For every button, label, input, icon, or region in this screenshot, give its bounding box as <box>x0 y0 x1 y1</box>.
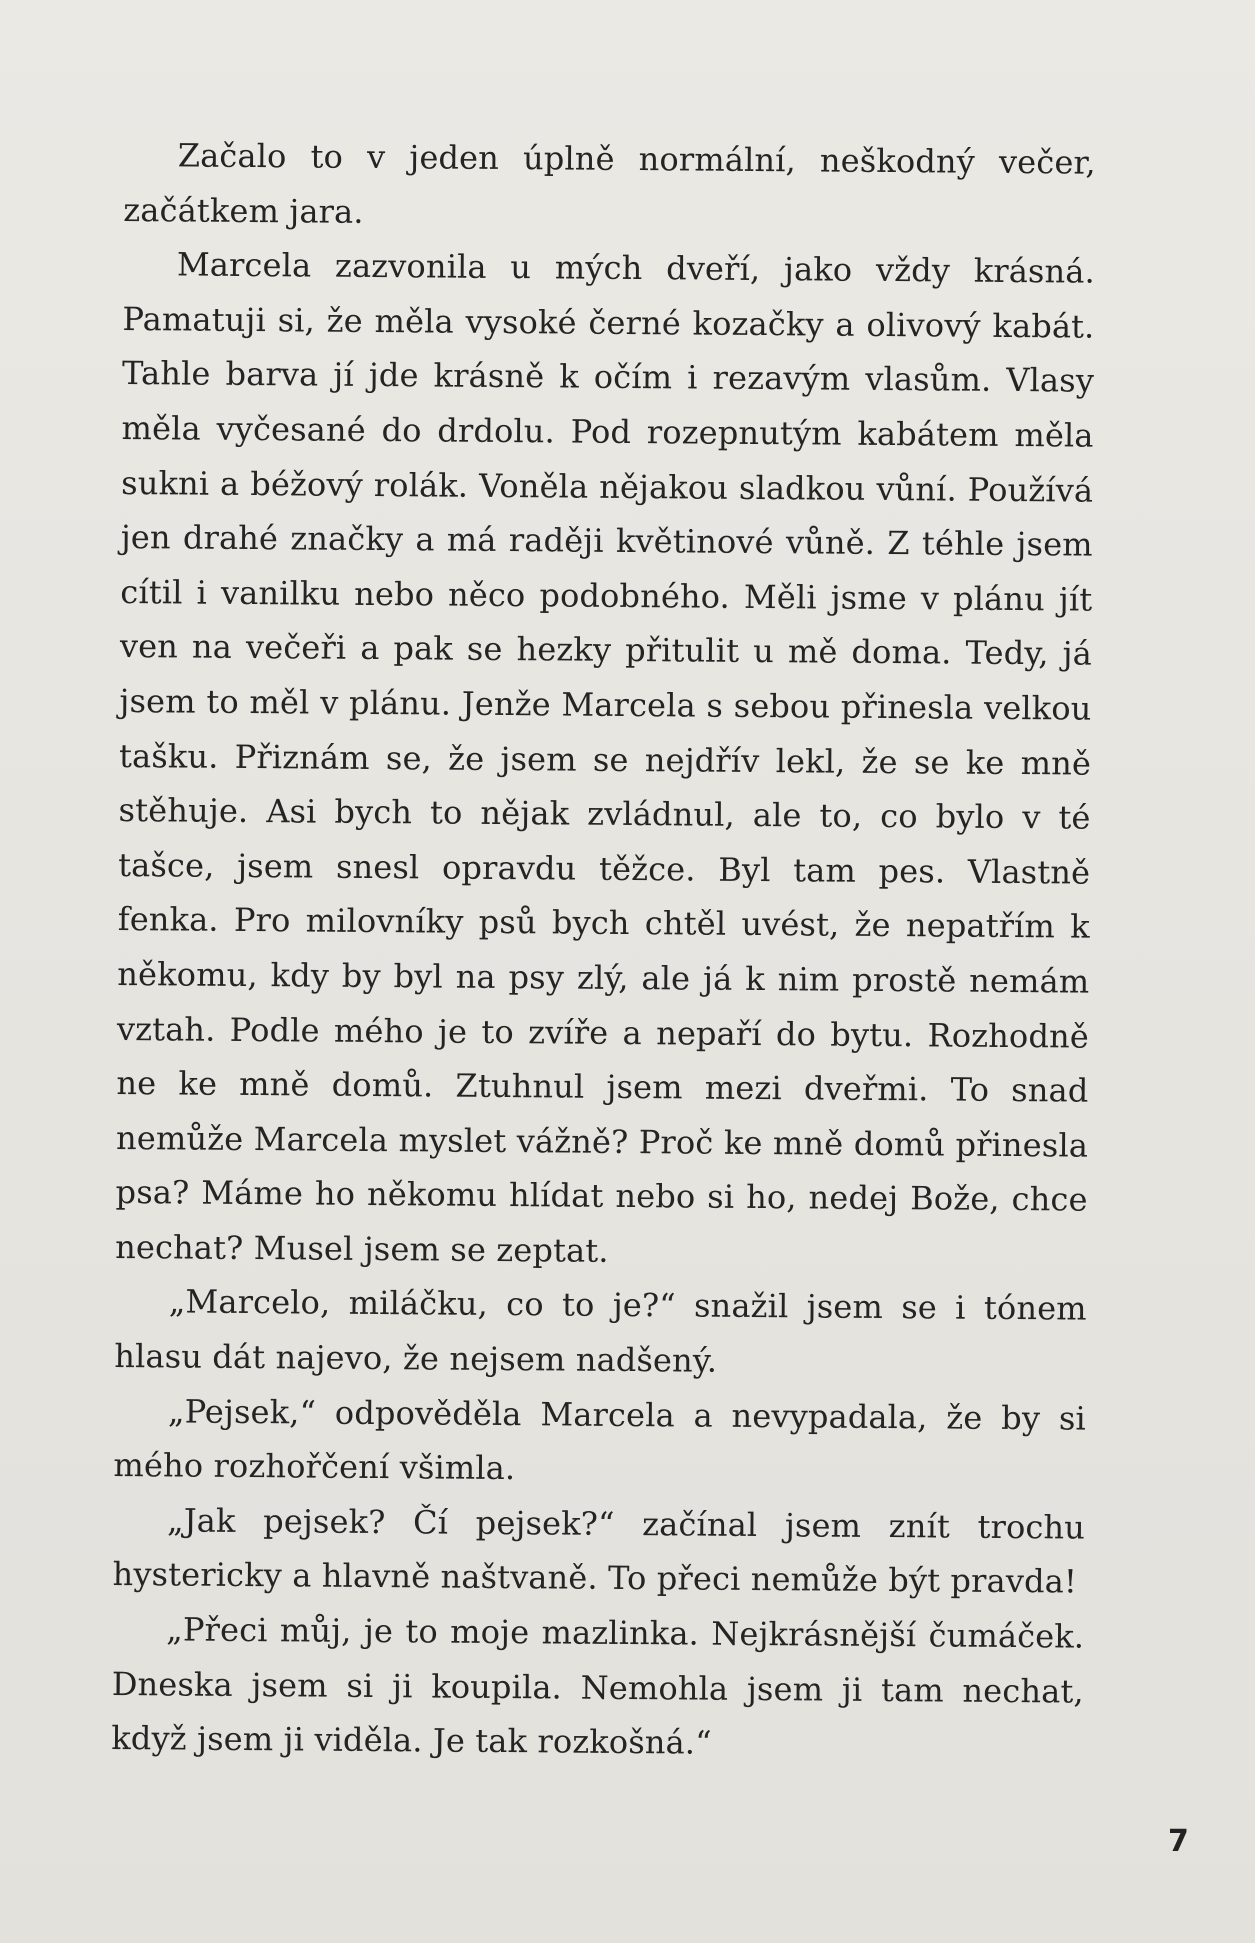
body-text <box>111 128 1096 1773</box>
paragraph: Marcela zazvonila u mých dveří, jako vždy krásná. Pamatuji si, že měla vysoké černé kozačky a olivový kabát. Tahle barva jí jde krásně k očím i rezavým vlasům. Vlasy měla vyčesané do drdolu. Pod rozepnutým kabátem měla sukni a béžový rolák. Voněla nějakou sladkou vůní. Používá jen drahé značky a má raději květinové vůně. Z téhle jsem cítil i vanilku nebo něco podobného. Měli jsme v plánu jít ven na večeři a pak se hezky přitulit u mě doma. Tedy, já jsem to měl v plánu. Jenže Marcela s sebou přinesla velkou tašku. Přiznám se, že jsem se nejdřív lekl, že se ke mně stěhuje. Asi bych to nějak zvládnul, ale to, co bylo v té tašce, jsem snesl opravdu těžce. Byl tam pes. Vlastně fenka. Pro milovníky psů bych chtěl uvést, že nepatřím k někomu, kdy by byl na psy zlý, ale já k nim prostě nemám vztah. Podle mého je to zvíře a nepaří do bytu. Rozhodně ne ke mně domů. Ztuhnul jsem mezi dveřmi. To snad nemůže Marcela myslet vážně? Proč ke mně domů přinesla psa? Máme ho někomu hlídat nebo si ho, nedej Bože, chce nechat? Musel jsem se zeptat. <box>115 245 1096 1270</box>
paragraph: Začalo to v jeden úplně normální, neškodný večer, začátkem jara. <box>123 136 1096 231</box>
paragraph: „Přeci můj, je to moje mazlinka. Nejkrásnější čumáček. Dneska jsem si ji koupila. Nemohla jsem ji tam nechat, když jsem ji viděla. Je tak rozkošná.“ <box>111 1610 1085 1762</box>
paragraph: „Pejsek,“ odpověděla Marcela a nevypadala, že by si mého rozhořčení všimla. <box>113 1392 1087 1488</box>
paragraph: „Jak pejsek? Čí pejsek?“ začínal jsem znít trochu hystericky a hlavně naštvaně. To přeci nemůže být pravda! <box>112 1501 1086 1601</box>
page-number: 7 <box>1168 1824 1189 1859</box>
paragraph: „Marcelo, miláčku, co to je?“ snažil jsem se i tónem hlasu dát najevo, že nejsem nadšený. <box>114 1282 1087 1380</box>
